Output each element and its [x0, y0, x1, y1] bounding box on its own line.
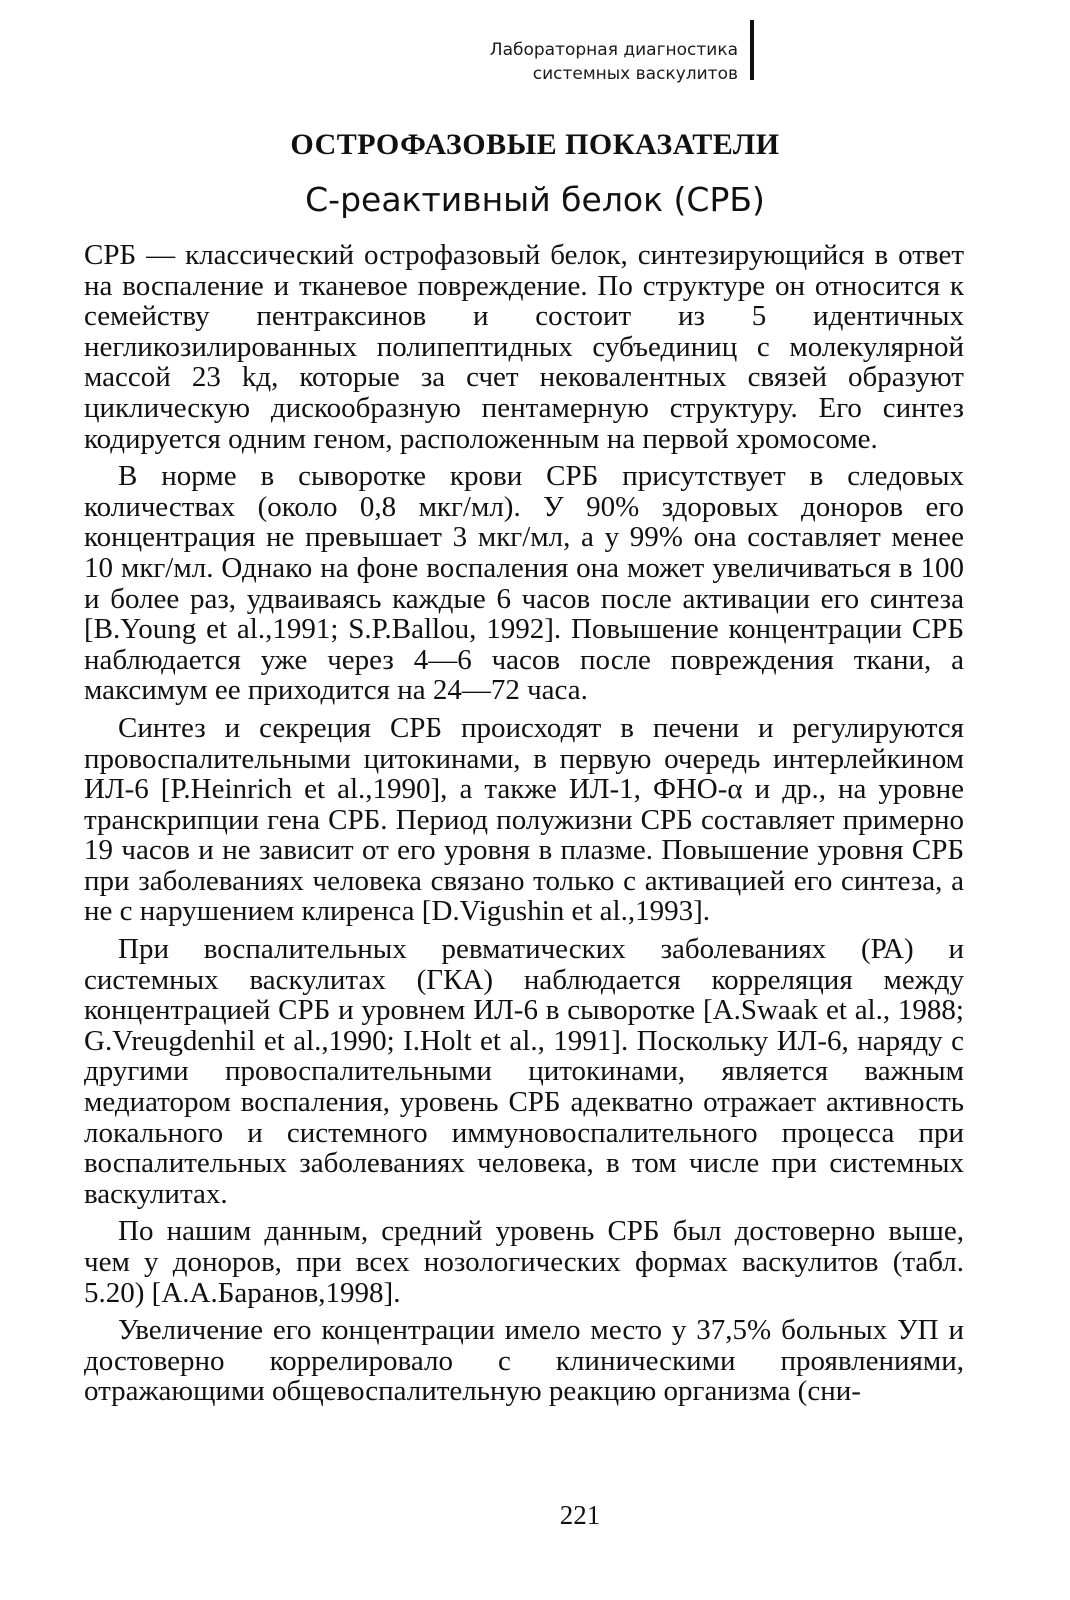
body-text — [84, 240, 964, 1414]
page-number: 221 — [559, 1500, 601, 1530]
running-head-rule — [750, 20, 754, 80]
sub-title: С-реактивный белок (СРБ) — [305, 180, 765, 219]
running-head-line-2: системных васкулитов — [532, 64, 738, 84]
paragraph-3: Синтез и секреция СРБ происходят в печени и регулируются провоспалительными цитокинами, в первую очередь интерлейкином ИЛ-6 [P.Heinrich et al.,1990], а также ИЛ-1, ФНО-α и др., на уровне транскрипции гена СРБ. Период полужизни СРБ составляет примерно 19 часов и не зависит от его уровня в плазме. Повышение уровня СРБ при заболеваниях человека связано только с активацией его синтеза, а не с нарушением клиренса [D.Vigushin et al.,1993]. — [84, 711, 964, 928]
paragraph-1: СРБ — классический острофазовый белок, синтезирующийся в ответ на воспаление и тканевое повреждение. По структуре он относится к семейству пентраксинов и состоит из 5 идентичных негликозилированных полипептидных субъединиц с молекулярной массой 23 kд, которые за счет нековалентных связей образуют циклическую дискообразную пентамерную структуру. Его синтез кодируется одним геном, расположенным на первой хромосоме. — [84, 239, 964, 455]
paragraph-2: В норме в сыворотке крови СРБ присутствует в следовых количествах (около 0,8 мкг/мл). У 90% здоровых доноров его концентрация не превышает 3 мкг/мл, а у 99% она составляет менее 10 мкг/мл. Однако на фоне воспаления она может увеличиваться в 100 и более раз, удваиваясь каждые 6 часов после активации его синтеза [B.Young et al.,1991; S.P.Ballou, 1992]. Повышение концентрации СРБ наблюдается уже через 4—6 часов после повреждения ткани, а максимум ее приходится на 24—72 часа. — [84, 460, 964, 707]
paragraph-6: Увеличение его концентрации имело место у 37,5% больных УП и достоверно коррелировало с клиническими проявлениями, отражающими общевоспалительную реакцию организма (сни- — [84, 1314, 964, 1408]
running-head — [420, 38, 738, 86]
section-title: ОСТРОФАЗОВЫЕ ПОКАЗАТЕЛИ — [290, 128, 780, 161]
paragraph-4: При воспалительных ревматических заболеваниях (РА) и системных васкулитах (ГКА) наблюдается корреляция между концентрацией СРБ и уровнем ИЛ-6 в сыворотке [A.Swaak et al., 1988; G.Vreugdenhil et al.,1990; I.Holt et al., 1991]. Поскольку ИЛ-6, наряду с другими провоспалительными цитокинами, является важным медиатором воспаления, уровень СРБ адекватно отражает активность локального и системного иммуновоспалительного процесса при воспалительных заболеваниях человека, в том числе при системных васкулитах. — [84, 933, 964, 1210]
paragraph-5: По нашим данным, средний уровень СРБ был достоверно выше, чем у доноров, при всех нозологических формах васкулитов (табл. 5.20) [А.А.Баранов,1998]. — [84, 1215, 964, 1309]
running-head-line-1: Лабораторная диагностика — [489, 40, 738, 60]
